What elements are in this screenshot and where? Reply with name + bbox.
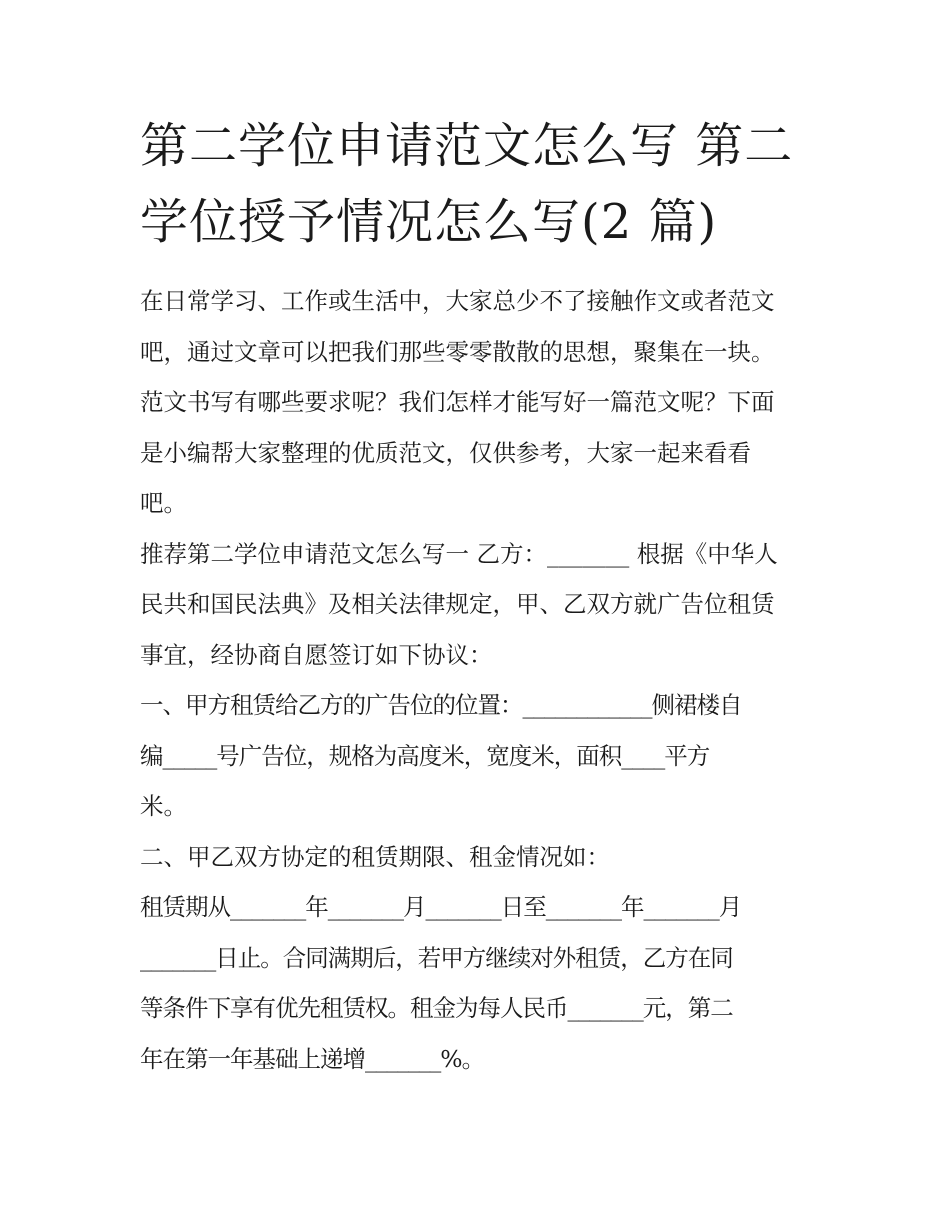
title-line-2: 学位授予情况怎么写(2 篇) [140, 194, 718, 250]
body-line: 租赁期从_______年_______月_______日至_______年_______月 [140, 893, 742, 921]
body-line: 年在第一年基础上递增_______%。 [140, 1044, 485, 1073]
body-line: 事宜，经协商自愿签订如下协议： [140, 640, 493, 669]
document-title [140, 108, 820, 260]
document-body [140, 276, 820, 1084]
body-line: 推荐第二学位申请范文怎么写一 乙方：_______ 根据《中华人 [140, 539, 778, 568]
body-line: 民共和国民法典》及相关法律规定，甲、乙双方就广告位租赁 [140, 590, 775, 618]
body-line: 编_____号广告位，规格为高度米，宽度米，面积____平方 [140, 741, 710, 770]
body-line: 吧，通过文章可以把我们那些零零散散的思想，聚集在一块。 [140, 337, 775, 366]
body-line: 等条件下享有优先租赁权。租金为每人民币_______元，第二 [140, 994, 733, 1022]
body-line: 在日常学习、工作或生活中，大家总少不了接触作文或者范文 [140, 287, 775, 315]
body-line: 一、甲方租赁给乙方的广告位的位置：____________侧裙楼自 [140, 691, 742, 719]
body-line: 是小编帮大家整理的优质范文，仅供参考，大家一起来看看 [140, 438, 751, 467]
body-line: _______日止。合同满期后，若甲方继续对外租赁，乙方在同 [140, 943, 733, 972]
body-line: 二、甲乙双方协定的租赁期限、租金情况如： [140, 842, 610, 871]
body-line: 米。 [140, 792, 187, 820]
body-line: 吧。 [140, 489, 187, 517]
body-line: 范文书写有哪些要求呢？我们怎样才能写好一篇范文呢？下面 [140, 388, 775, 416]
title-line-1: 第二学位申请范文怎么写 第二 [140, 118, 794, 174]
